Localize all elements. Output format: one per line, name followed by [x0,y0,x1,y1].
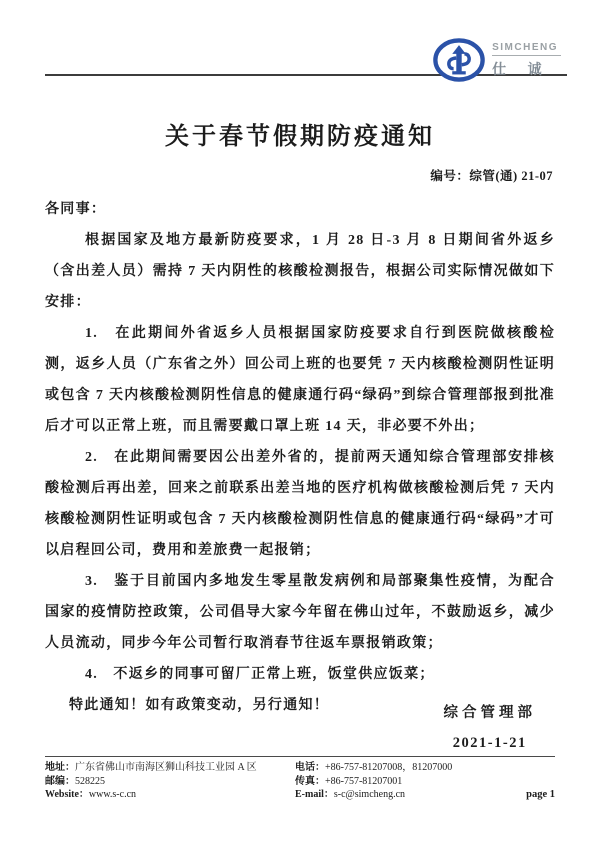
salutation: 各同事： [45,202,107,217]
page-title: 关于春节假期防疫通知 [165,124,435,150]
letterhead [45,0,567,76]
brand-name-cn: 仕 诚 [492,62,551,78]
paragraph-item-1: 1. 在此期间外省返乡人员根据国家防疫要求自行到医院做核酸检测，返乡人员（广东省之外）回公司上班的也要凭 7 天内核酸检测阴性证明或包含 7 天内核酸检测阴性信息的健康通行码“绿码”到综合管理部报到批准后才可以正常上班，而且需要戴口罩上班 14 天，非必要不外出； [45,326,555,434]
closing-line: 特此通知！如有政策变动，另行通知！ [69,698,330,713]
page-number: page 1 [526,789,555,800]
footer-address-value: 广东省佛山市南海区狮山科技工业园 A 区 [75,762,257,773]
signature-department: 综合管理部 [443,705,536,721]
paragraph-item-3: 3. 鉴于目前国内多地发生零星散发病例和局部聚集性疫情，为配合国家的疫情防控政策，公司倡导大家今年留在佛山过年，不鼓励返乡，减少人员流动，同步今年公司暂行取消春节往返车票报销政策； [45,574,555,651]
brand-name-en: SIMCHENG [492,42,561,56]
footer-row-3 [45,788,555,802]
footer-fax-label: 传真： [295,775,325,787]
company-logo [432,37,561,83]
paragraph-intro: 根据国家及地方最新防疫要求，1 月 28 日-3 月 8 日期间省外返乡（含出差人员）需持 7 天内阴性的核酸检测报告，根据公司实际情况做如下安排： [45,233,555,310]
footer-email-value: s-c@simcheng.cn [333,789,406,800]
doc-number: 编号：综管(通) 21-07 [430,169,553,183]
notice-body [45,194,555,721]
footer-fax-value: +86-757-81207001 [325,775,403,787]
footer-address-label: 地址： [45,762,75,773]
footer-email-label: E-mail： [295,789,334,800]
footer-zip-label: 邮编： [45,775,75,787]
brand-text [492,42,561,79]
footer-phone-value: +86-757-81207008，81207000 [325,762,453,773]
footer-website-value: www.s-c.cn [88,789,137,800]
footer [45,756,555,802]
signature-date: 2021-1-21 [452,735,527,751]
footer-zip-value: 528225 [75,775,105,787]
footer-row-2 [45,775,555,789]
paragraph-item-4: 4. 不返乡的同事可留厂正常上班，饭堂供应饭菜； [85,667,435,682]
paragraph-item-2: 2. 在此期间需要因公出差外省的，提前两天通知综合管理部安排核酸检测后再出差，回来之前联系出差当地的医疗机构做核酸检测后凭 7 天内核酸检测阴性证明或包含 7 天内核酸检测阴性信息的健康通行码“绿码”才可以启程回公司，费用和差旅费一起报销； [45,450,555,558]
simcheng-monogram-icon [432,37,486,83]
footer-row-1 [45,761,555,775]
signature-block [444,701,537,752]
footer-website-label: Website： [45,789,89,800]
footer-phone-label: 电话： [295,762,325,773]
